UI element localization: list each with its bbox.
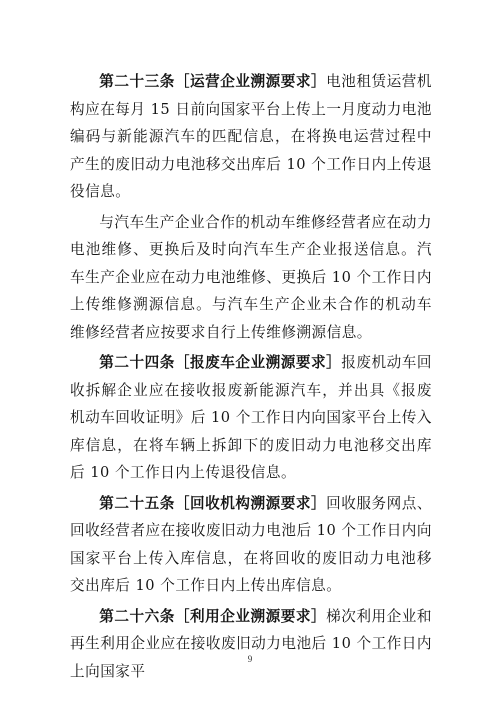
- paragraph-text: 电池租赁运营机构应在每月 15 日前向国家平台上传上一月度动力电池编码与新能源汽车的匹配信息，在将换电运营过程中产生的废旧动力电池移交出库后 10 个工作日内上传退役信息。: [70, 73, 432, 200]
- paragraph-maintenance: [70, 209, 432, 347]
- paragraph-text: 与汽车生产企业合作的机动车维修经营者应在动力电池维修、更换后及时向汽车生产企业报送信息。汽车生产企业应在动力电池维修、更换后 10 个工作日内上传维修溯源信息。与汽车生产企业未合作的机动车维修经营者应按要求自行上传维修溯源信息。: [70, 213, 432, 341]
- paragraph-text: 回收服务网点、回收经营者应在接收废旧动力电池后 10 个工作日内向国家平台上传入库信息，在将回收的废旧动力电池移交出库后 10 个工作日内上传出库信息。: [70, 494, 432, 594]
- paragraph-text: 梯次利用企业和再生利用企业应在接收废旧动力电池后 10 个工作日内上向国家平: [70, 607, 432, 680]
- article-heading: 第二十五条［回收机构溯源要求］: [99, 494, 327, 512]
- paragraph-text: 报废机动车回收拆解企业应在接收报废新能源汽车，并出具《报废机动车回收证明》后 10 个工作日内向国家平台上传入库信息，在将车辆上拆卸下的废旧动力电池移交出库后 10 个工作日内上传退役信息。: [70, 354, 432, 481]
- paragraph-article-24: [70, 349, 432, 487]
- document-body: [70, 68, 432, 688]
- paragraph-article-23: [70, 68, 432, 206]
- page-number: 9: [247, 654, 253, 664]
- paragraph-article-26: [70, 603, 432, 686]
- paragraph-article-25: [70, 490, 432, 600]
- article-heading: 第二十六条［利用企业溯源要求］: [99, 607, 327, 625]
- article-heading: 第二十四条［报废车企业溯源要求］: [99, 354, 342, 371]
- article-heading: 第二十三条［运营企业溯源要求］: [99, 73, 327, 90]
